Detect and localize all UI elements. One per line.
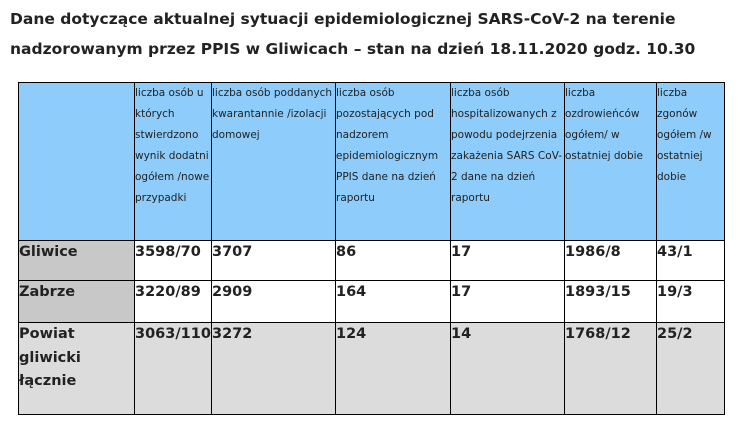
cell-deaths: 19/3 [657, 281, 725, 323]
header-recovered: liczba ozdrowieńców ogółem/ w ostatniej dobie [565, 83, 657, 241]
row-name-powiat-gliwicki: Powiat gliwicki łącznie [19, 323, 135, 415]
cell-hospitalized: 14 [451, 323, 565, 415]
cell-recovered: 1893/15 [565, 281, 657, 323]
cell-positive: 3220/89 [135, 281, 212, 323]
header-corner-cell [19, 83, 135, 241]
row-name-zabrze: Zabrze [19, 281, 135, 323]
epidemiology-table [18, 82, 725, 415]
header-hospitalized: liczba osób hospitalizowanych z powodu podejrzenia zakażenia SARS CoV-2 dane na dzień raportu [451, 83, 565, 241]
table-row [19, 241, 725, 281]
cell-positive: 3063/110 [135, 323, 212, 415]
header-row [19, 83, 725, 241]
cell-supervision: 86 [336, 241, 451, 281]
cell-supervision: 164 [336, 281, 451, 323]
header-deaths: liczba zgonów ogółem /w ostatniej dobie [657, 83, 725, 241]
header-under-supervision: liczba osób pozostających pod nadzorem epidemiologicznym PPIS dane na dzień raportu [336, 83, 451, 241]
cell-recovered: 1768/12 [565, 323, 657, 415]
cell-hospitalized: 17 [451, 281, 565, 323]
title-line-2: nadzorowanym przez PPIS w Gliwicach – stan na dzień 18.11.2020 godz. 10.30 [10, 40, 696, 58]
header-quarantine: liczba osób poddanych kwarantannie /izolacji domowej [212, 83, 336, 241]
cell-recovered: 1986/8 [565, 241, 657, 281]
cell-positive: 3598/70 [135, 241, 212, 281]
cell-quarantine: 2909 [212, 281, 336, 323]
row-name-gliwice: Gliwice [19, 241, 135, 281]
cell-supervision: 124 [336, 323, 451, 415]
cell-quarantine: 3707 [212, 241, 336, 281]
header-positive-cases: liczba osób u których stwierdzono wynik dodatni ogółem /nowe przypadki [135, 83, 212, 241]
cell-quarantine: 3272 [212, 323, 336, 415]
table-row [19, 281, 725, 323]
cell-deaths: 43/1 [657, 241, 725, 281]
cell-deaths: 25/2 [657, 323, 725, 415]
table-row [19, 323, 725, 415]
cell-hospitalized: 17 [451, 241, 565, 281]
page-title [10, 4, 735, 64]
title-line-1: Dane dotyczące aktualnej sytuacji epidemiologicznej SARS-CoV-2 na terenie [10, 10, 676, 28]
